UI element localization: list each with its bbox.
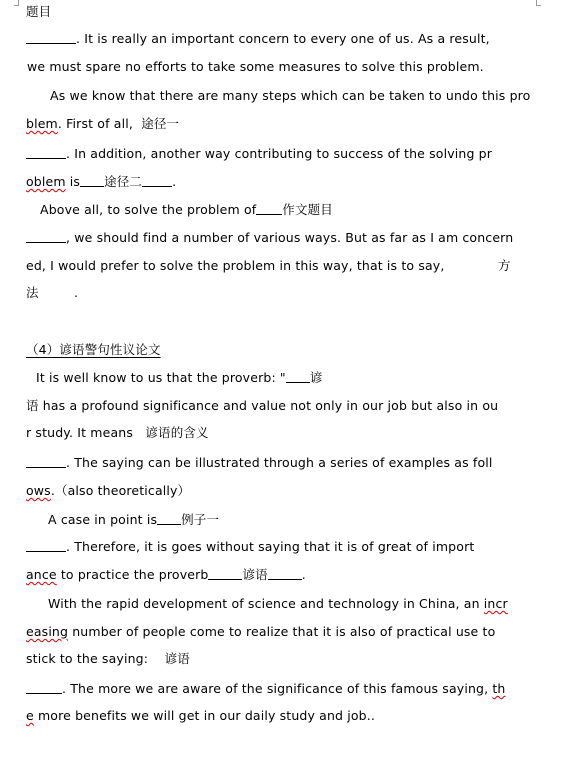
p2-line4 <box>26 174 176 190</box>
text: Above all, to solve the problem of <box>40 202 257 217</box>
text: more benefits we will get in our daily study and job.. <box>33 708 376 723</box>
text: stick to the saying: <box>26 651 149 666</box>
blank <box>26 539 66 552</box>
heading-text: （4）谚语警句性议论文 <box>26 342 161 357</box>
text: . In addition, another way contributing to success of the solving pr <box>66 146 493 161</box>
s-line8 <box>26 567 306 583</box>
blank <box>286 370 310 383</box>
text: A case in point is <box>48 512 158 527</box>
p3-line4-period: . <box>74 285 78 300</box>
page-corner-marker-right <box>536 0 541 6</box>
s-line2 <box>26 398 498 414</box>
text: .（also theoretically） <box>50 483 191 498</box>
blank <box>26 146 66 159</box>
blank <box>142 174 172 187</box>
blank <box>26 31 76 44</box>
s-line9 <box>48 596 508 612</box>
placeholder-cn: 谚 <box>309 370 323 385</box>
spellcheck-word: blem <box>26 116 58 131</box>
spellcheck-word: th <box>492 681 506 696</box>
text: . It is really an important concern to every one of us. As a result, <box>76 31 490 46</box>
text: . The saying can be illustrated through a series of examples as foll <box>66 455 493 470</box>
spellcheck-word: e <box>26 708 34 723</box>
blank <box>268 567 302 580</box>
text: . <box>301 567 306 582</box>
section-heading <box>26 342 161 358</box>
s-line12 <box>26 681 505 697</box>
text: . Therefore, it is goes without saying that it is of great of import <box>66 539 475 554</box>
blank <box>26 681 62 694</box>
blank <box>26 455 66 468</box>
text: to practice the proverb <box>56 567 209 582</box>
blank <box>157 512 181 525</box>
p2-line3 <box>26 146 492 162</box>
text: r study. It means <box>26 425 134 440</box>
spellcheck-word: ance <box>26 567 57 582</box>
p3-line3: ed, I would prefer to solve the problem in this way, that is to say, <box>26 258 445 273</box>
text: . The more we are aware of the significance of this famous saying, <box>62 681 493 696</box>
s-line11 <box>26 651 190 667</box>
placeholder-cn: 作文题目 <box>282 202 333 217</box>
blank <box>208 567 242 580</box>
placeholder-cn: 谚语的含义 <box>145 425 209 440</box>
p1-line1 <box>26 31 490 47</box>
spellcheck-word: incr <box>483 596 508 611</box>
text: With the rapid development of science and technology in China, an <box>48 596 484 611</box>
placeholder-cn: 途径二 <box>104 174 143 189</box>
p2-line2 <box>26 116 179 132</box>
spellcheck-word: oblem <box>26 174 66 189</box>
p3-line1 <box>40 202 333 218</box>
placeholder-cn: 谚语 <box>242 567 268 582</box>
blank <box>80 174 104 187</box>
text: number of people come to realize that it is also of practical use to <box>68 624 496 639</box>
s-line3 <box>26 425 209 441</box>
p3-line3-cn: 方 <box>498 258 511 273</box>
s-line5 <box>26 483 190 499</box>
p3-line2 <box>26 230 513 246</box>
text: . <box>172 174 177 189</box>
page-corner-marker-left <box>14 0 19 6</box>
s-line1 <box>36 370 322 386</box>
s-line4 <box>26 455 492 471</box>
s-line7 <box>26 539 474 555</box>
text: , we should find a number of various ways. But as far as I am concern <box>66 230 514 245</box>
p2-line1: As we know that there are many steps which can be taken to undo this pro <box>50 88 531 103</box>
text: . First of all, <box>57 116 133 131</box>
s-line10 <box>26 624 495 640</box>
s-line13 <box>26 708 375 724</box>
text: is <box>65 174 81 189</box>
spellcheck-word: easing <box>26 624 69 639</box>
s-line6 <box>48 512 219 528</box>
p3-line4-cn: 法 <box>26 285 39 300</box>
doc-title: 题目 <box>26 4 52 19</box>
p1-line2: we must spare no efforts to take some measures to solve this problem. <box>27 59 484 74</box>
placeholder-cn: 谚语 <box>164 651 190 666</box>
placeholder-cn: 语 <box>26 398 39 413</box>
blank <box>256 202 282 215</box>
spellcheck-word: ows <box>26 483 51 498</box>
blank <box>26 230 66 243</box>
placeholder-cn: 例子一 <box>181 512 220 527</box>
text: It is well know to us that the proverb: " <box>36 370 286 385</box>
placeholder-cn: 途径一 <box>141 116 180 131</box>
text: has a profound significance and value not only in our job but also in ou <box>38 398 499 413</box>
